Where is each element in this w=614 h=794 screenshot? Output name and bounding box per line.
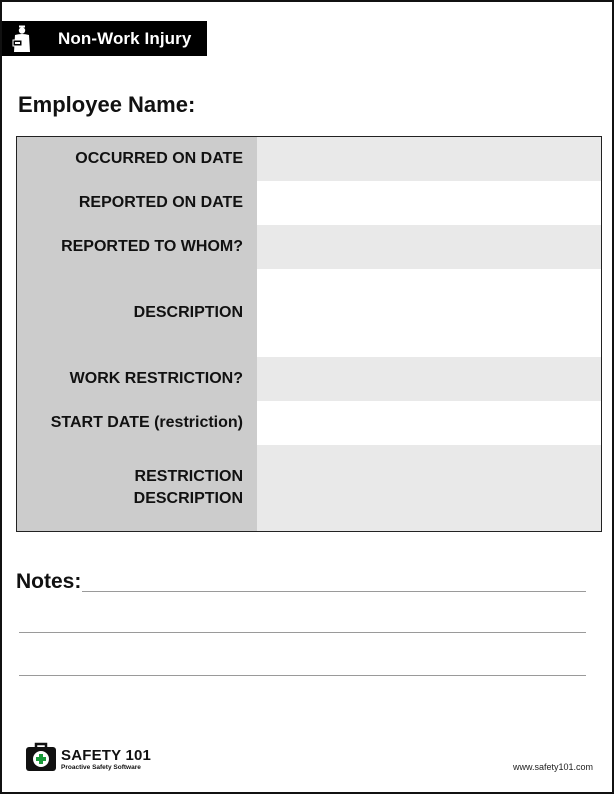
form-row-occurred-date bbox=[17, 137, 601, 181]
form-row-reported-date bbox=[17, 181, 601, 225]
form-row-start-date bbox=[17, 401, 601, 445]
footer-logo bbox=[25, 742, 151, 777]
injury-form-table bbox=[16, 136, 602, 532]
start-date-field[interactable] bbox=[257, 401, 601, 445]
brand-tagline: Proactive Safety Software bbox=[61, 763, 141, 771]
reported-to-label: REPORTED TO WHOM? bbox=[17, 225, 257, 269]
notes-line-3[interactable] bbox=[19, 675, 586, 676]
notes-line-1[interactable] bbox=[82, 591, 586, 592]
start-date-label: START DATE (restriction) bbox=[17, 401, 257, 445]
restriction-description-field[interactable] bbox=[257, 445, 601, 531]
work-restriction-label: WORK RESTRICTION? bbox=[17, 357, 257, 401]
employee-name-label: Employee Name: bbox=[18, 92, 196, 117]
brand-name: SAFETY 101 bbox=[61, 746, 152, 764]
injured-worker-icon bbox=[2, 21, 42, 56]
website-url: www.safety101.com bbox=[512, 762, 593, 772]
form-row-restriction-description bbox=[17, 445, 601, 531]
form-row-reported-to bbox=[17, 225, 601, 269]
form-row-description bbox=[17, 269, 601, 357]
reported-date-label: REPORTED ON DATE bbox=[17, 181, 257, 225]
restriction-label-line2: DESCRIPTION bbox=[133, 490, 243, 507]
reported-date-field[interactable] bbox=[257, 181, 601, 225]
description-field[interactable] bbox=[257, 269, 601, 357]
notes-label: Notes: bbox=[16, 570, 82, 593]
restriction-label-line1: RESTRICTION bbox=[134, 468, 243, 485]
notes-line-2[interactable] bbox=[19, 632, 586, 633]
description-label: DESCRIPTION bbox=[17, 269, 257, 357]
document-title: Non-Work Injury bbox=[58, 28, 192, 48]
reported-to-field[interactable] bbox=[257, 225, 601, 269]
restriction-description-label bbox=[17, 445, 257, 531]
occurred-date-label: OCCURRED ON DATE bbox=[17, 137, 257, 181]
first-aid-kit-icon bbox=[25, 742, 57, 777]
form-row-work-restriction bbox=[17, 357, 601, 401]
title-banner bbox=[2, 21, 207, 56]
work-restriction-field[interactable] bbox=[257, 357, 601, 401]
occurred-date-field[interactable] bbox=[257, 137, 601, 181]
